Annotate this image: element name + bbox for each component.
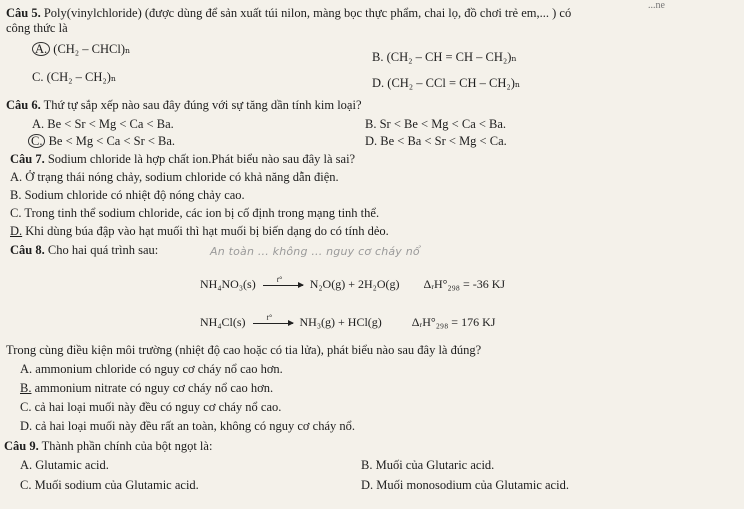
q7-option-d[interactable] <box>10 224 389 239</box>
r1-arrow-icon: t° <box>263 285 303 286</box>
q5-line2 <box>6 21 68 36</box>
q8-option-a[interactable] <box>20 362 283 377</box>
q9-option-c-text: Muối sodium của Glutamic acid. <box>34 478 199 492</box>
r1-enthalpy-label: ΔᵣH°₂₉₈ <box>423 277 460 291</box>
q9-option-a-letter: A. <box>20 458 33 472</box>
q7-option-c-text: Trong tinh thể sodium chloride, các ion bị cố định trong mạng tinh thể. <box>24 206 380 220</box>
q9-option-a-text: Glutamic acid. <box>35 458 109 472</box>
q6-option-a-letter: A. <box>32 117 45 131</box>
q8-option-b-letter: B. <box>20 381 32 395</box>
q8-reaction-2 <box>200 312 496 330</box>
q5-line1 <box>6 6 571 21</box>
r2-products: NH₃(g) + HCl(g) <box>299 315 382 329</box>
q9-line <box>4 439 212 454</box>
q6-option-d-letter: D. <box>365 134 378 148</box>
q9-option-b-text: Muối của Glutaric acid. <box>375 458 495 472</box>
q5-option-a-letter: A. <box>32 42 50 56</box>
r1-enthalpy-value: = -36 KJ <box>463 277 506 291</box>
q8-text: Cho hai quá trình sau: <box>47 243 159 257</box>
q6-title: Câu 6. <box>6 98 41 112</box>
r2-arrow-icon: t° <box>253 323 293 324</box>
q5-option-c[interactable] <box>32 70 116 85</box>
q6-text: Thứ tự sắp xếp nào sau đây đúng với sự tăng dần tính kim loại? <box>43 98 362 112</box>
q6-option-a-text: Be < Sr < Mg < Ca < Ba. <box>47 117 174 131</box>
q7-line <box>10 152 355 167</box>
q6-option-c[interactable] <box>28 134 175 149</box>
r2-enthalpy-value: = 176 KJ <box>451 315 496 329</box>
q5-title: Câu 5. <box>6 6 41 20</box>
q9-option-a[interactable] <box>20 458 109 473</box>
q8-line <box>10 243 158 258</box>
q5-option-a[interactable] <box>32 42 130 57</box>
q8-option-b[interactable] <box>20 381 273 396</box>
q6-option-d-text: Be < Ba < Sr < Mg < Ca. <box>380 134 507 148</box>
q8-option-d-text: cả hai loại muối này đều rất an toàn, không có nguy cơ cháy nổ. <box>35 419 355 433</box>
q5-option-b-formula: (CH₂ – CH = CH – CH₂)ₙ <box>386 50 517 64</box>
q8-option-c[interactable] <box>20 400 281 415</box>
q7-option-b-text: Sodium chloride có nhiệt độ nóng chảy cao. <box>24 188 245 202</box>
q7-option-a-letter: A. <box>10 170 23 184</box>
q5-option-b[interactable] <box>372 50 517 65</box>
q8-option-c-letter: C. <box>20 400 32 414</box>
q7-option-c-letter: C. <box>10 206 22 220</box>
q5-option-d[interactable] <box>372 76 520 91</box>
q5-option-c-formula: (CH₂ – CH₂)ₙ <box>46 70 117 84</box>
q8-option-d[interactable] <box>20 419 355 434</box>
q5-text-line2: công thức là <box>6 21 68 35</box>
q8-reaction-1 <box>200 274 506 292</box>
q7-option-b[interactable] <box>10 188 245 203</box>
q7-option-b-letter: B. <box>10 188 22 202</box>
q8-title: Câu 8. <box>10 243 45 257</box>
q5-option-b-letter: B. <box>372 50 384 64</box>
q9-option-d-text: Muối monosodium của Glutamic acid. <box>376 478 569 492</box>
q6-option-d[interactable] <box>365 134 507 149</box>
q6-line <box>6 98 362 113</box>
q6-option-b[interactable] <box>365 117 506 132</box>
q5-option-a-formula: (CH₂ – CHCl)ₙ <box>53 42 131 56</box>
q6-option-a[interactable] <box>32 117 174 132</box>
q5-option-d-formula: (CH₂ – CCl = CH – CH₂)ₙ <box>387 76 521 90</box>
q8-option-a-letter: A. <box>20 362 33 376</box>
q5-text-line1: Poly(vinylchloride) (được dùng để sản xuất túi nilon, màng bọc thực phẩm, chai lọ, đồ chơi trẻ em,... ) có <box>43 6 572 20</box>
q7-option-a-text: Ở trạng thái nóng chảy, sodium chloride có khả năng dẫn điện. <box>25 170 339 184</box>
r1-reactant: NH₄NO₃(s) <box>200 277 256 291</box>
r2-enthalpy-label: ΔᵣH°₂₉₈ <box>411 315 449 329</box>
q9-text: Thành phần chính của bột ngọt là: <box>41 439 213 453</box>
r1-products: N₂O(g) + 2H₂O(g) <box>309 277 400 291</box>
q9-option-b[interactable] <box>361 458 494 473</box>
q8-handwriting: An toàn ... không ... nguy cơ cháy nổ <box>210 245 420 258</box>
q9-title: Câu 9. <box>4 439 39 453</box>
q9-option-d-letter: D. <box>361 478 374 492</box>
q9-option-c[interactable] <box>20 478 199 493</box>
q8-option-b-text: ammonium nitrate có nguy cơ cháy nổ cao hơn. <box>34 381 274 395</box>
r2-reactant: NH₄Cl(s) <box>200 315 246 329</box>
q7-option-c[interactable] <box>10 206 379 221</box>
q7-option-a[interactable] <box>10 170 339 185</box>
q9-option-b-letter: B. <box>361 458 373 472</box>
q9-option-c-letter: C. <box>20 478 32 492</box>
q7-text: Sodium chloride là hợp chất ion.Phát biểu nào sau đây là sai? <box>47 152 356 166</box>
q5-option-c-letter: C. <box>32 70 44 84</box>
q8-option-c-text: cả hai loại muối này đều có nguy cơ cháy nổ cao. <box>34 400 282 414</box>
q6-option-c-text: Be < Mg < Ca < Sr < Ba. <box>48 134 176 148</box>
q6-option-b-text: Sr < Be < Mg < Ca < Ba. <box>379 117 507 131</box>
q7-title: Câu 7. <box>10 152 45 166</box>
q9-option-d[interactable] <box>361 478 569 493</box>
q6-option-c-letter: C. <box>28 134 45 148</box>
q8-text2: Trong cùng điều kiện môi trường (nhiệt độ cao hoặc có tia lửa), phát biểu nào sau đây là đúng? <box>6 343 482 357</box>
q8-option-d-letter: D. <box>20 419 33 433</box>
q7-option-d-text: Khi dùng búa đập vào hạt muối thì hạt muối bị biến dạng do có tính dẻo. <box>25 224 389 238</box>
q5-option-d-letter: D. <box>372 76 385 90</box>
q8-option-a-text: ammonium chloride có nguy cơ cháy nổ cao hơn. <box>35 362 283 376</box>
top-mark: ...ne <box>648 0 665 11</box>
q6-option-b-letter: B. <box>365 117 377 131</box>
q7-option-d-letter: D. <box>10 224 23 238</box>
